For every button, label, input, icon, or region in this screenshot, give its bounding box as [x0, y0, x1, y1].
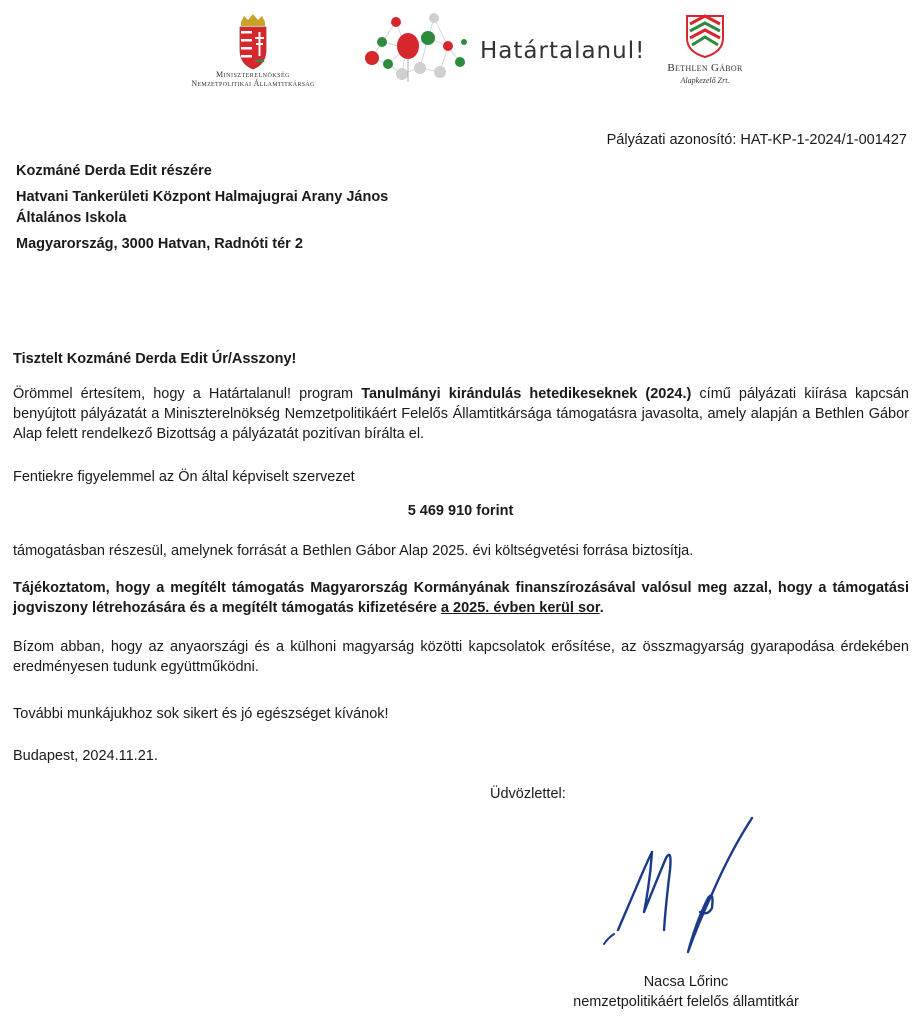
paragraph-wishes: További munkájukhoz sok sikert és jó egészséget kívánok! — [13, 706, 389, 722]
bethlen-name: Bethlen Gábor — [667, 62, 743, 74]
paragraph-notification-start: Örömmel értesítem, hogy a Határtalanul! program — [13, 386, 362, 402]
recipient-name: Kozmáné Derda Edit részére — [16, 163, 212, 179]
grant-amount: 5 469 910 forint — [407, 503, 514, 519]
coat-of-arms-icon — [178, 12, 328, 72]
hatartalanul-logo — [362, 12, 646, 92]
closing-greeting: Üdvözlettel: — [490, 786, 566, 802]
paragraph-government-funding — [13, 578, 909, 618]
paragraph-notification-rest: című pályázati kiírása kapcsán benyújtott pályázatát a Miniszterelnökség Nemzetpolitikáért Felelős Államtitkársága támogatásra javasolta, amely alapján a Bethlen Gábor Alap felett rendelkező Bizottság a pályázatát pozitívan bírálta el. — [13, 386, 909, 442]
paragraph-notification — [13, 384, 909, 444]
place-and-date: Budapest, 2024.11.21. — [13, 748, 158, 764]
ministry-logo — [178, 12, 328, 92]
payment-year-underlined: a 2025. évben kerül sor — [440, 600, 600, 616]
signatory-name: Nacsa Lőrinc — [643, 974, 729, 990]
bethlen-shield-icon — [660, 12, 750, 58]
application-reference: Pályázati azonosító: HAT-KP-1-2024/1-001427 — [606, 132, 907, 148]
program-title: Tanulmányi kirándulás hetedikeseknek (2024.) — [361, 386, 692, 402]
hatartalanul-wordmark: Határtalanul! — [480, 38, 646, 64]
ministry-name-line2: Nemzetpolitikai Államtitkárság — [191, 79, 315, 88]
paragraph-organisation: Fentiekre figyelemmel az Ön által képviselt szervezet — [13, 469, 355, 485]
balloons-icon — [362, 12, 472, 90]
recipient-address: Magyarország, 3000 Hatvan, Radnóti tér 2 — [16, 236, 303, 252]
paragraph-funding: támogatásban részesül, amelynek forrását a Bethlen Gábor Alap 2025. évi költségvetési forrása biztosítja. — [13, 543, 694, 559]
paragraph-government-funding-text: Tájékoztatom, hogy a megítélt támogatás Magyarország Kormányának finanszírozásával valósul meg azzal, hogy a támogatási jogviszony létrehozására és a megítélt támogatás kifizetésére — [13, 580, 909, 616]
paragraph-government-funding-end: . — [599, 600, 604, 616]
paragraph-cooperation: Bízom abban, hogy az anyaországi és a külhoni magyarság közötti kapcsolatok erősítése, az összmagyarság gyarapodása érdekében eredményesen tudunk együttműködni. — [13, 639, 909, 675]
bethlen-gabor-logo — [660, 12, 750, 92]
recipient-org-line1: Hatvani Tankerületi Központ Halmajugrai Arany János — [16, 189, 389, 205]
ministry-name-line1: Miniszterelnökség — [216, 70, 290, 79]
signatory-title: nemzetpolitikáért felelős államtitkár — [573, 994, 799, 1010]
signature — [600, 812, 770, 962]
salutation: Tisztelt Kozmáné Derda Edit Úr/Asszony! — [13, 351, 297, 367]
recipient-org-line2: Általános Iskola — [16, 210, 127, 226]
bethlen-subtitle: Alapkezelő Zrt. — [680, 76, 730, 85]
